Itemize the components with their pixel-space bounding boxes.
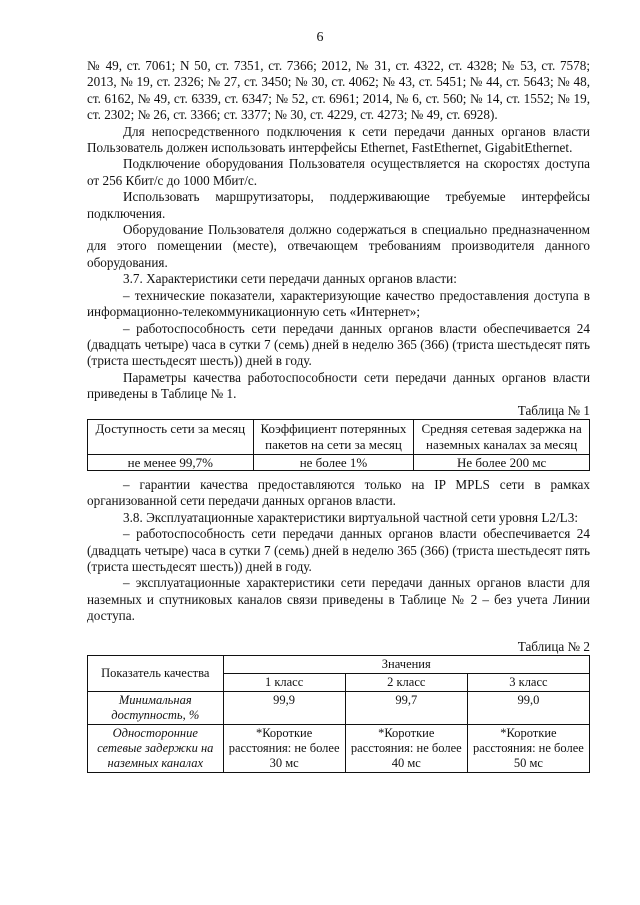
table2-cell: 99,7 (345, 692, 467, 725)
paragraphs-section-b (87, 477, 590, 625)
table2-class-cell: 2 класс (345, 674, 467, 692)
paragraph: Параметры качества работоспособности сети передачи данных органов власти приведены в Таблице № 1. (87, 369, 590, 402)
table1 (87, 419, 590, 471)
table2-header-row (88, 656, 590, 674)
table1-header-cell: Доступность сети за месяц (88, 419, 254, 454)
table2-row-label: Односторонние сетевые задержки на наземных каналах (88, 725, 224, 773)
table1-cell: не менее 99,7% (88, 454, 254, 470)
table2 (87, 655, 590, 773)
paragraph: – эксплуатационные характеристики сети передачи данных органов власти для наземных и спутниковых каналов связи приведены в Таблице № 2 – без учета Линии доступа. (87, 575, 590, 624)
table2-cell: 99,0 (467, 692, 589, 725)
paragraph: № 49, ст. 7061; N 50, ст. 7351, ст. 7366; 2012, № 31, ст. 4322, ст. 4328; № 53, ст. 7578; 2013, № 19, ст. 2326; № 27, ст. 3450; № 30, ст. 4062; № 43, ст. 5451; № 44, ст. 5643; № 48, ст. 6162, № 49, ст. 6339, ст. 6347; № 52, ст. 6961; 2014, № 6, ст. 560; № 14, ст. 1552; № 19, ст. 2302; № 26, ст. 3366; ст. 3377; № 30, ст. 4229, ст. 4273; № 49, ст. 6928). (87, 58, 590, 123)
table2-cell: *Короткие расстояния: не более 50 мс (467, 725, 589, 773)
paragraph: 3.7. Характеристики сети передачи данных органов власти: (123, 271, 457, 287)
table2-caption: Таблица № 2 (517, 638, 590, 654)
table1-cell: Не более 200 мс (414, 454, 590, 470)
page-number: 6 (316, 30, 324, 45)
table2-values-header: Значения (223, 656, 589, 674)
table2-cell: *Короткие расстояния: не более 40 мс (345, 725, 467, 773)
table1-cell: не более 1% (253, 454, 414, 470)
table1-header-row (88, 419, 590, 454)
paragraph: – гарантии качества предоставляются только на IP MPLS сети в рамках организованной сети передачи данных органов власти. (87, 476, 590, 509)
table1-value-row (88, 454, 590, 470)
paragraph: Оборудование Пользователя должно содержаться в специально предназначенном для этого помещении (месте), отвечающем требованиям производителя данного оборудования. (87, 222, 590, 270)
table1-header-cell: Средняя сетевая задержка на наземных каналах за месяц (414, 419, 590, 454)
paragraph: Использовать маршрутизаторы, поддерживающие требуемые интерфейсы подключения. (87, 189, 590, 221)
paragraph: 3.8. Эксплуатационные характеристики виртуальной частной сети уровня L2/L3: (123, 509, 578, 525)
table2-cell: 99,9 (223, 692, 345, 725)
paragraph: – работоспособность сети передачи данных органов власти обеспечивается 24 (двадцать четыре) часа в сутки 7 (семь) дней в неделю 365 (366) (триста шестьдесят пять (триста шестьдесят шесть)) дней в году. (87, 526, 590, 574)
paragraph: – технические показатели, характеризующие качество предоставления доступа в информационно-телекоммуникационную сеть «Интернет»; (87, 287, 590, 320)
table2-param-header: Показатель качества (88, 656, 224, 692)
paragraphs-section-a (87, 58, 590, 403)
paragraph: Подключение оборудования Пользователя осуществляется на скоростях доступа от 256 Кбит/с до 1000 Мбит/с. (87, 156, 590, 188)
table2-cell: *Короткие расстояния: не более 30 мс (223, 725, 345, 773)
table2-row-label: Минимальная доступность, % (88, 692, 224, 725)
table2-class-cell: 3 класс (467, 674, 589, 692)
table1-header-cell: Коэффициент потерянных пакетов на сети за месяц (253, 419, 414, 454)
paragraph: – работоспособность сети передачи данных органов власти обеспечивается 24 (двадцать четыре) часа в сутки 7 (семь) дней в неделю 365 (366) (триста шестьдесят пять (триста шестьдесят шесть)) дней в году. (87, 320, 590, 369)
table2-class-cell: 1 класс (223, 674, 345, 692)
paragraph: Для непосредственного подключения к сети передачи данных органов власти Пользователь должен использовать интерфейсы Ethernet, FastEthernet, GigabitEthernet. (87, 123, 590, 156)
table2-row (88, 725, 590, 773)
document-body (87, 58, 590, 773)
table1-caption: Таблица № 1 (517, 402, 590, 418)
table2-row (88, 692, 590, 725)
